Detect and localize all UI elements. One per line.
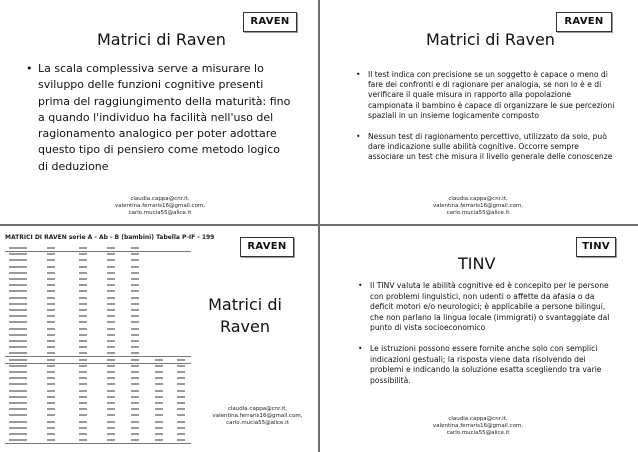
table-cell: [9, 408, 27, 410]
table-row: [5, 420, 191, 425]
table-cell: [79, 284, 87, 286]
table-row: [5, 389, 191, 394]
table-cell: [131, 439, 139, 441]
table-cell: [9, 433, 27, 435]
table-cell: [131, 365, 139, 367]
table-cell: [155, 427, 163, 429]
table-cell: [79, 402, 87, 404]
slide-4-title: TINV: [458, 254, 496, 273]
table-cell: [131, 421, 139, 423]
table-cell: [79, 352, 87, 354]
table-cell: [9, 396, 27, 398]
table-cell: [47, 315, 55, 317]
table-row: [5, 376, 191, 381]
table-cell: [107, 346, 115, 348]
table-cell: [79, 365, 87, 367]
table-row: [5, 283, 191, 288]
table-cell: [107, 328, 115, 330]
table-cell: [47, 328, 55, 330]
table-cell: [9, 297, 27, 299]
table-cell: [155, 396, 163, 398]
table-cell: [79, 247, 87, 249]
table-cell: [107, 247, 115, 249]
table-cell: [107, 253, 115, 255]
table-cell: [79, 346, 87, 348]
table-cell: [79, 427, 87, 429]
table-cell: [79, 278, 87, 280]
table-row: [5, 426, 191, 431]
table-cell: [131, 290, 139, 292]
slide-1: [0, 0, 318, 224]
bullet-dot: •: [356, 70, 361, 79]
slide-4-footer: claudia.cappa@cnr.it, valentina.ferraris16@gmail.com, carlo.mucia55@alice.it: [432, 416, 524, 436]
table-cell: [131, 383, 139, 385]
table-cell: [107, 321, 115, 323]
table-cell: [79, 359, 87, 361]
table-cell: [107, 421, 115, 423]
table-cell: [155, 371, 163, 373]
table-cell: [131, 414, 139, 416]
slide-4-badge: TINV: [576, 237, 616, 257]
slide-3: [0, 226, 318, 452]
table-cell: [131, 278, 139, 280]
table-cell: [9, 439, 27, 441]
table-cell: [47, 433, 55, 435]
table-cell: [131, 328, 139, 330]
slide-2-footer: claudia.cappa@cnr.it, valentina.ferraris16@gmail.com, carlo.mucia55@alice.it: [432, 196, 524, 216]
table-cell: [107, 352, 115, 354]
table-cell: [79, 421, 87, 423]
table-cell: [131, 303, 139, 305]
slide-4-bullet: • Il TINV valuta le abilità cognitive ed è concepito per le persone con problemi linguistici, non udenti o affette da afasia o da deficit motori e/o neurologici; è applicabile a persone bilingui, che non parlano la lingua locale (immigrati) o svantaggiate dal punto di vista socioeconomico: [358, 281, 610, 333]
table-cell: [177, 408, 185, 410]
table-cell: [177, 390, 185, 392]
table-row: [5, 277, 191, 282]
table-cell: [131, 297, 139, 299]
table-cell: [9, 303, 27, 305]
table-cell: [107, 383, 115, 385]
table-cell: [47, 439, 55, 441]
table-cell: [107, 390, 115, 392]
table-cell: [107, 439, 115, 441]
table-cell: [47, 284, 55, 286]
table-cell: [131, 427, 139, 429]
table-cell: [155, 365, 163, 367]
slide-1-title: Matrici di Raven: [97, 30, 226, 49]
table-row: [5, 432, 191, 437]
slide-2-bullet: • Il test indica con precisione se un soggetto è capace o meno di fare dei confronti e di ragionare per analogia, se non lo è e di verificare il quale misura in rapporto alla popolazione campionata il bambino è capace di organizzare le sue percezioni spaziali in un insieme logicamente composto: [356, 70, 615, 120]
table-cell: [9, 259, 27, 261]
table-cell: [79, 309, 87, 311]
table-cell: [9, 359, 27, 361]
table-cell: [177, 396, 185, 398]
table-cell: [47, 278, 55, 280]
slide-1-footer: claudia.cappa@cnr.it, valentina.ferraris16@gmail.com, carlo.mucia55@alice.it: [114, 196, 206, 216]
table-cell: [47, 390, 55, 392]
table-cell: [9, 383, 27, 385]
table-cell: [177, 427, 185, 429]
table-cell: [47, 402, 55, 404]
table-heading: MATRICI DI RAVEN serie A - Ab - B (bambini) Tabella P-IF - 199: [5, 234, 215, 241]
table-cell: [79, 377, 87, 379]
table-cell: [107, 309, 115, 311]
slide-2-title: Matrici di Raven: [426, 30, 555, 49]
table-cell: [107, 408, 115, 410]
table-cell: [79, 383, 87, 385]
table-cell: [177, 371, 185, 373]
table-cell: [47, 377, 55, 379]
table-cell: [107, 377, 115, 379]
table-row: [5, 413, 191, 418]
table-cell: [131, 266, 139, 268]
table-row: [5, 320, 191, 325]
table-cell: [107, 396, 115, 398]
slide-3-title: Matrici di Raven: [208, 295, 282, 336]
table-cell: [9, 334, 27, 336]
table-cell: [131, 315, 139, 317]
table-cell: [47, 421, 55, 423]
table-cell: [47, 359, 55, 361]
table-cell: [177, 414, 185, 416]
table-cell: [131, 346, 139, 348]
table-cell: [47, 309, 55, 311]
table-cell: [79, 297, 87, 299]
table-cell: [79, 259, 87, 261]
table-cell: [107, 272, 115, 274]
table-cell: [79, 253, 87, 255]
table-cell: [131, 402, 139, 404]
table-cell: [47, 290, 55, 292]
table-row: [5, 327, 191, 332]
table-cell: [79, 390, 87, 392]
bullet-dot: •: [356, 132, 361, 142]
table-cell: [131, 334, 139, 336]
table-cell: [9, 365, 27, 367]
table-cell: [177, 383, 185, 385]
table-cell: [47, 365, 55, 367]
table-cell: [107, 427, 115, 429]
table-cell: [131, 340, 139, 342]
table-cell: [9, 272, 27, 274]
table-cell: [107, 284, 115, 286]
table-cell: [47, 259, 55, 261]
table-cell: [177, 402, 185, 404]
table-cell: [107, 290, 115, 292]
table-row: [5, 395, 191, 400]
table-cell: [9, 253, 27, 255]
table-cell: [155, 421, 163, 423]
table-cell: [9, 427, 27, 429]
table-row: [5, 314, 191, 319]
table-cell: [107, 433, 115, 435]
table-cell: [47, 352, 55, 354]
slide-4-bullet: • Le istruzioni possono essere fornite anche solo con semplici indicazioni gestuali; la risposta viene data risolvendo dei problemi e indicando la soluzione esatta scegliendo tra varie possibilità.: [358, 343, 602, 385]
table-cell: [9, 352, 27, 354]
slide-3-footer: claudia.cappa@cnr.it, valentina.ferraris16@gmail.com, carlo.mucia55@alice.it: [212, 406, 303, 426]
slide-1-bullets: [26, 61, 292, 175]
table-row: [5, 289, 191, 294]
slide-1-badge: RAVEN: [243, 12, 297, 32]
table-row: [5, 265, 191, 270]
table-cell: [47, 383, 55, 385]
table-cell: [9, 247, 27, 249]
table-cell: [9, 402, 27, 404]
table-cell: [177, 421, 185, 423]
table-cell: [79, 315, 87, 317]
table-row: [5, 252, 191, 257]
table-cell: [9, 278, 27, 280]
table-cell: [79, 340, 87, 342]
table-cell: [177, 439, 185, 441]
table-cell: [79, 439, 87, 441]
table-cell: [9, 321, 27, 323]
table-cell: [155, 402, 163, 404]
table-cell: [155, 408, 163, 410]
table-cell: [107, 414, 115, 416]
table-row: [5, 258, 191, 263]
table-cell: [131, 408, 139, 410]
slide-4: [320, 226, 638, 452]
table-cell: [107, 259, 115, 261]
table-cell: [47, 346, 55, 348]
table-cell: [131, 259, 139, 261]
score-table-image: [5, 234, 215, 448]
table-cell: [131, 377, 139, 379]
table-cell: [9, 421, 27, 423]
table-cell: [79, 290, 87, 292]
table-row: [5, 370, 191, 375]
table-cell: [9, 284, 27, 286]
table-cell: [79, 328, 87, 330]
table-cell: [131, 433, 139, 435]
table-cell: [9, 390, 27, 392]
table-cell: [9, 371, 27, 373]
table-cell: [79, 266, 87, 268]
table-cell: [47, 253, 55, 255]
table-cell: [79, 334, 87, 336]
table-row: [5, 333, 191, 338]
table-rule: [5, 443, 191, 444]
table-cell: [131, 396, 139, 398]
table-cell: [9, 377, 27, 379]
table-cell: [107, 359, 115, 361]
table-cell: [107, 334, 115, 336]
table-cell: [177, 377, 185, 379]
table-cell: [131, 284, 139, 286]
table-cell: [107, 371, 115, 373]
slide-4-bullets: [358, 281, 616, 386]
table-row: [5, 401, 191, 406]
table-cell: [155, 390, 163, 392]
table-cell: [131, 309, 139, 311]
table-cell: [107, 315, 115, 317]
table-cell: [47, 427, 55, 429]
table-row: [5, 382, 191, 387]
table-cell: [107, 365, 115, 367]
table-cell: [9, 340, 27, 342]
table-cell: [79, 371, 87, 373]
table-cell: [155, 439, 163, 441]
table-cell: [107, 402, 115, 404]
table-cell: [9, 290, 27, 292]
table-cell: [47, 334, 55, 336]
table-cell: [155, 359, 163, 361]
table-row: [5, 364, 191, 369]
table-cell: [177, 359, 185, 361]
table-cell: [9, 414, 27, 416]
table-cell: [131, 247, 139, 249]
table-cell: [107, 303, 115, 305]
table-cell: [9, 328, 27, 330]
slide-2-bullet: • Nessun test di ragionamento percettivo, utilizzato da solo, può dare indicazione sulle abilità cognitive. Occorre sempre associare un test che misura il livello generale delle conoscenze: [356, 132, 613, 162]
table-row: [5, 345, 191, 350]
table-cell: [47, 408, 55, 410]
table-cell: [131, 390, 139, 392]
table-row: [5, 296, 191, 301]
table-cell: [47, 371, 55, 373]
table-cell: [107, 297, 115, 299]
table-cell: [47, 303, 55, 305]
bullet-dot: •: [358, 343, 363, 353]
table-row: [5, 407, 191, 412]
table-cell: [79, 321, 87, 323]
table-cell: [47, 414, 55, 416]
table-cell: [9, 309, 27, 311]
table-cell: [47, 297, 55, 299]
table-cell: [79, 396, 87, 398]
table-cell: [47, 266, 55, 268]
table-cell: [107, 266, 115, 268]
table-row: [5, 302, 191, 307]
table-cell: [131, 253, 139, 255]
table-cell: [155, 433, 163, 435]
table-cell: [131, 352, 139, 354]
table-cell: [9, 315, 27, 317]
slide-2-bullets: [356, 70, 616, 163]
table-cell: [79, 414, 87, 416]
table-cell: [79, 408, 87, 410]
bullet-dot: •: [358, 281, 363, 290]
table-cell: [107, 340, 115, 342]
table-cell: [47, 340, 55, 342]
table-cell: [155, 383, 163, 385]
slide-1-bullet: • La scala complessiva serve a misurare lo sviluppo delle funzioni cognitive presenti prima del raggiungimento della maturità: fino a quando l'individuo ha facilità nell'uso del ragionamento analogico per poter adottare questo tipo di pensiero come metodo logico di deduzione: [26, 62, 291, 173]
table-cell: [155, 414, 163, 416]
table-cell: [47, 321, 55, 323]
table-cell: [79, 272, 87, 274]
table-row: [5, 308, 191, 313]
table-cell: [47, 396, 55, 398]
table-cell: [131, 371, 139, 373]
table-cell: [131, 272, 139, 274]
table-cell: [131, 359, 139, 361]
slide-2-badge: RAVEN: [556, 12, 612, 32]
table-cell: [107, 278, 115, 280]
table-row: [5, 339, 191, 344]
table-cell: [155, 377, 163, 379]
slide-3-badge: RAVEN: [240, 237, 294, 257]
bullet-dot: •: [26, 62, 33, 75]
table-cell: [47, 272, 55, 274]
table-cell: [47, 247, 55, 249]
table-cell: [177, 365, 185, 367]
table-row: [5, 271, 191, 276]
table-cell: [79, 303, 87, 305]
slide-2: [320, 0, 638, 224]
table-cell: [9, 346, 27, 348]
table-cell: [131, 321, 139, 323]
table-cell: [177, 433, 185, 435]
score-table: [5, 246, 191, 446]
table-cell: [79, 433, 87, 435]
table-cell: [9, 266, 27, 268]
